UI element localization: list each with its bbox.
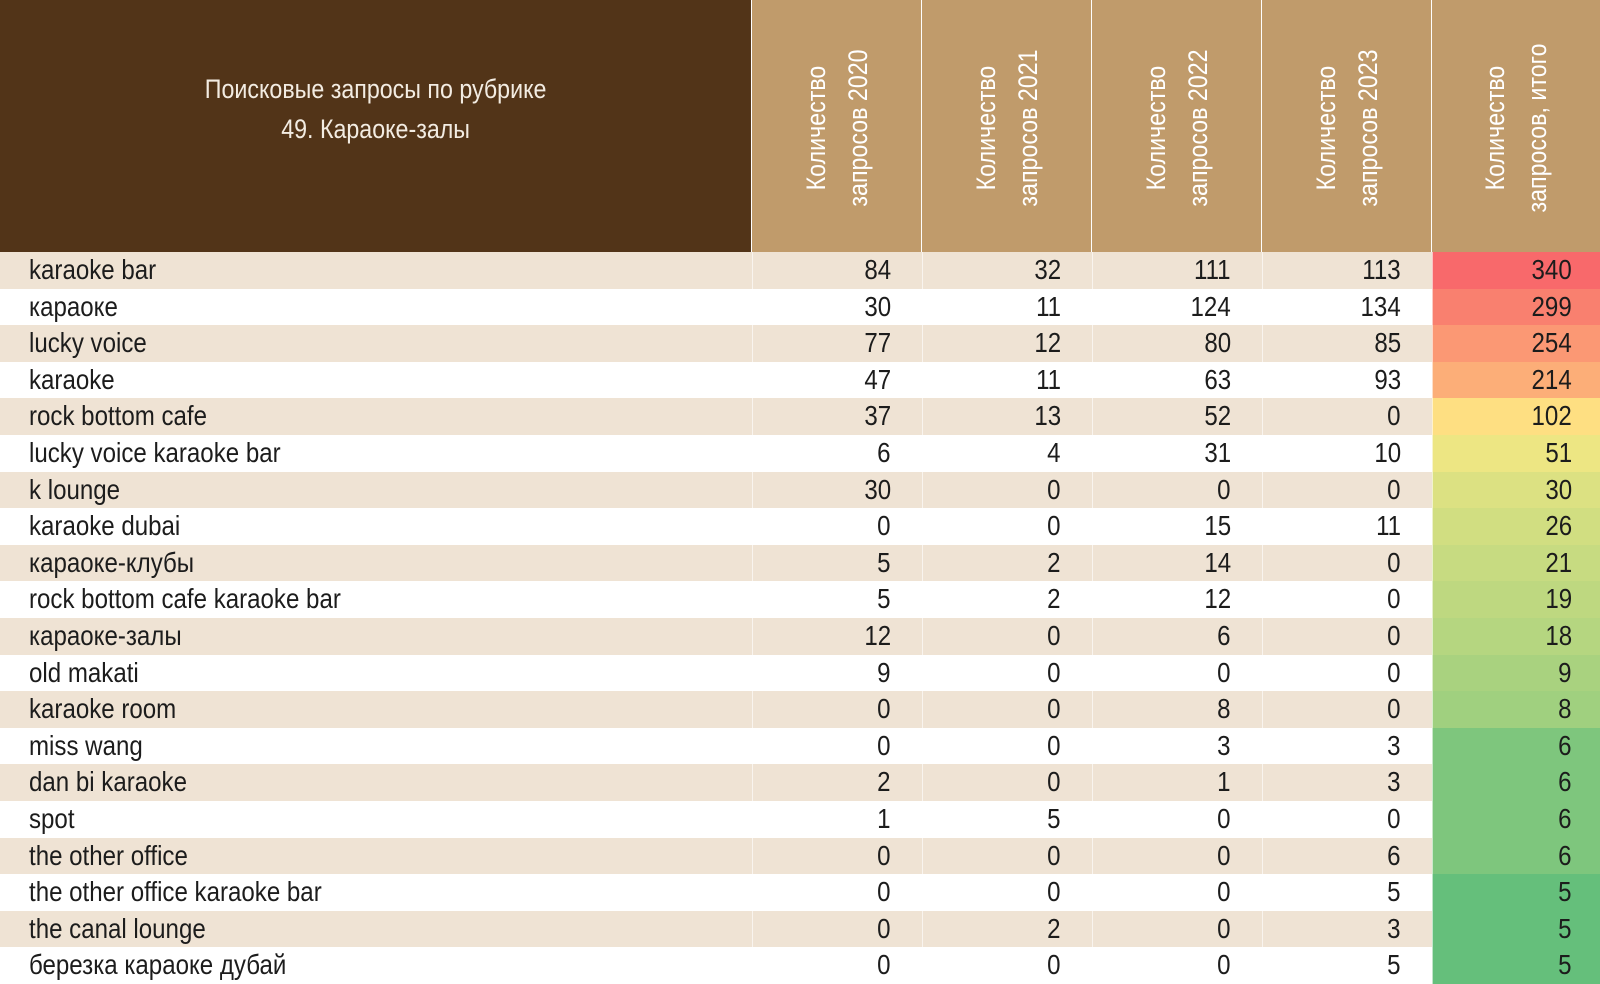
count-value: 2 xyxy=(1047,912,1061,944)
count-cell-2022 xyxy=(1092,947,1261,984)
table-row xyxy=(0,911,1600,948)
table-row xyxy=(0,764,1600,801)
count-value: 0 xyxy=(1217,656,1231,688)
count-value: 3 xyxy=(1387,912,1401,944)
count-value: 14 xyxy=(1204,546,1231,578)
query-cell xyxy=(0,947,751,984)
table-row xyxy=(0,947,1600,984)
count-cell-2020 xyxy=(752,472,921,509)
count-cell-2020 xyxy=(752,252,921,289)
column-header-2022-label: Количество запросов 2022 xyxy=(1140,49,1213,207)
count-cell-2023 xyxy=(1262,252,1431,289)
table-row xyxy=(0,472,1600,509)
count-cell-2023 xyxy=(1262,435,1431,472)
count-cell-2022 xyxy=(1092,435,1261,472)
count-cell-2021 xyxy=(922,581,1091,618)
total-value: 5 xyxy=(1558,912,1572,944)
count-value: 2 xyxy=(1047,583,1061,615)
count-cell-2021 xyxy=(922,252,1091,289)
count-cell-2020 xyxy=(752,508,921,545)
query-text: the canal lounge xyxy=(29,912,206,944)
count-value: 13 xyxy=(1034,400,1061,432)
count-cell-2022 xyxy=(1092,691,1261,728)
query-cell xyxy=(0,362,751,399)
count-cell-2023 xyxy=(1262,838,1431,875)
query-cell xyxy=(0,911,751,948)
table-row xyxy=(0,728,1600,765)
total-value: 6 xyxy=(1558,802,1572,834)
count-value: 0 xyxy=(1387,693,1401,725)
count-value: 113 xyxy=(1362,254,1401,285)
count-cell-2020 xyxy=(752,691,921,728)
count-value: 124 xyxy=(1190,290,1231,322)
count-cell-2020 xyxy=(752,545,921,582)
count-cell-2020 xyxy=(752,362,921,399)
query-text: k lounge xyxy=(29,473,121,505)
total-value: 340 xyxy=(1531,254,1572,285)
count-value: 30 xyxy=(864,473,891,505)
count-cell-2021 xyxy=(922,911,1091,948)
table-row xyxy=(0,838,1600,875)
count-value: 0 xyxy=(1387,619,1401,651)
query-cell xyxy=(0,581,751,618)
query-cell xyxy=(0,874,751,911)
query-text: old makati xyxy=(29,656,139,688)
table-body xyxy=(0,252,1600,984)
count-cell-2023 xyxy=(1262,947,1431,984)
column-header-total xyxy=(1432,0,1600,252)
query-text: караоке xyxy=(29,290,118,322)
total-cell xyxy=(1432,655,1600,692)
total-value: 299 xyxy=(1531,290,1572,322)
table-row xyxy=(0,252,1600,289)
total-value: 21 xyxy=(1545,546,1572,578)
count-value: 5 xyxy=(877,583,891,615)
count-cell-2021 xyxy=(922,947,1091,984)
total-cell xyxy=(1432,801,1600,838)
total-value: 8 xyxy=(1558,693,1572,725)
column-header-2020-label: Количество запросов 2020 xyxy=(800,49,873,207)
count-cell-2022 xyxy=(1092,764,1261,801)
total-value: 30 xyxy=(1545,473,1572,505)
count-cell-2022 xyxy=(1092,289,1261,326)
count-value: 5 xyxy=(1387,876,1401,908)
query-cell xyxy=(0,618,751,655)
total-value: 6 xyxy=(1558,729,1572,761)
total-cell xyxy=(1432,252,1600,289)
total-value: 102 xyxy=(1531,400,1572,432)
count-value: 0 xyxy=(1047,766,1061,798)
table-row xyxy=(0,289,1600,326)
count-value: 11 xyxy=(1035,290,1061,322)
count-cell-2022 xyxy=(1092,508,1261,545)
query-text: караоке-залы xyxy=(29,619,182,651)
query-cell xyxy=(0,325,751,362)
count-cell-2023 xyxy=(1262,911,1431,948)
count-value: 12 xyxy=(1204,583,1231,615)
total-cell xyxy=(1432,508,1600,545)
count-cell-2022 xyxy=(1092,398,1261,435)
count-value: 1 xyxy=(877,802,891,834)
count-cell-2021 xyxy=(922,618,1091,655)
column-header-2022 xyxy=(1092,0,1261,252)
count-cell-2021 xyxy=(922,472,1091,509)
query-cell xyxy=(0,289,751,326)
count-value: 30 xyxy=(864,290,891,322)
count-cell-2022 xyxy=(1092,911,1261,948)
column-header-2020 xyxy=(752,0,921,252)
table-row xyxy=(0,655,1600,692)
table-row xyxy=(0,618,1600,655)
count-value: 6 xyxy=(1387,839,1401,871)
count-value: 93 xyxy=(1374,363,1401,395)
count-cell-2020 xyxy=(752,764,921,801)
count-value: 2 xyxy=(1047,546,1061,578)
query-text: березка караоке дубай xyxy=(29,949,287,981)
count-cell-2023 xyxy=(1262,545,1431,582)
count-cell-2020 xyxy=(752,325,921,362)
count-cell-2021 xyxy=(922,764,1091,801)
count-value: 5 xyxy=(1047,802,1061,834)
count-cell-2020 xyxy=(752,838,921,875)
count-cell-2020 xyxy=(752,911,921,948)
count-cell-2023 xyxy=(1262,874,1431,911)
count-value: 0 xyxy=(1047,619,1061,651)
total-cell xyxy=(1432,618,1600,655)
count-value: 0 xyxy=(877,839,891,871)
count-cell-2020 xyxy=(752,655,921,692)
count-value: 0 xyxy=(1047,949,1061,981)
query-text: dan bi karaoke xyxy=(29,766,187,798)
table-title-line-2: 49. Караоке-залы xyxy=(281,114,470,144)
count-value: 0 xyxy=(1047,876,1061,908)
count-cell-2022 xyxy=(1092,874,1261,911)
total-cell xyxy=(1432,289,1600,326)
count-value: 5 xyxy=(877,546,891,578)
count-value: 0 xyxy=(1217,473,1231,505)
count-cell-2020 xyxy=(752,289,921,326)
total-cell xyxy=(1432,545,1600,582)
table-row xyxy=(0,691,1600,728)
table-row xyxy=(0,325,1600,362)
total-value: 6 xyxy=(1558,839,1572,871)
query-text: spot xyxy=(29,802,75,834)
count-value: 0 xyxy=(1047,473,1061,505)
count-cell-2021 xyxy=(922,545,1091,582)
table-row xyxy=(0,362,1600,399)
count-value: 77 xyxy=(864,327,891,359)
total-cell xyxy=(1432,691,1600,728)
query-text: karaoke xyxy=(29,363,115,395)
count-value: 12 xyxy=(1034,327,1061,359)
query-cell xyxy=(0,252,751,289)
count-value: 80 xyxy=(1204,327,1231,359)
count-cell-2022 xyxy=(1092,472,1261,509)
count-value: 0 xyxy=(877,876,891,908)
count-cell-2021 xyxy=(922,728,1091,765)
count-cell-2022 xyxy=(1092,581,1261,618)
query-cell xyxy=(0,801,751,838)
count-value: 52 xyxy=(1204,400,1231,432)
total-value: 6 xyxy=(1558,766,1572,798)
count-value: 0 xyxy=(877,693,891,725)
count-value: 0 xyxy=(877,912,891,944)
query-text: rock bottom cafe xyxy=(29,400,208,432)
table-row xyxy=(0,545,1600,582)
table-row xyxy=(0,398,1600,435)
count-cell-2020 xyxy=(752,581,921,618)
count-value: 10 xyxy=(1374,436,1401,468)
count-cell-2023 xyxy=(1262,618,1431,655)
total-cell xyxy=(1432,728,1600,765)
column-header-2021 xyxy=(922,0,1091,252)
count-value: 63 xyxy=(1204,363,1231,395)
count-value: 0 xyxy=(1047,510,1061,542)
column-header-2023 xyxy=(1262,0,1431,252)
count-cell-2020 xyxy=(752,728,921,765)
count-cell-2021 xyxy=(922,325,1091,362)
count-cell-2022 xyxy=(1092,838,1261,875)
total-value: 254 xyxy=(1531,327,1572,359)
count-cell-2023 xyxy=(1262,581,1431,618)
count-cell-2023 xyxy=(1262,691,1431,728)
count-cell-2023 xyxy=(1262,472,1431,509)
count-value: 4 xyxy=(1047,436,1061,468)
total-value: 5 xyxy=(1558,876,1572,908)
count-cell-2021 xyxy=(922,362,1091,399)
total-value: 26 xyxy=(1545,510,1572,542)
table-row xyxy=(0,508,1600,545)
count-cell-2022 xyxy=(1092,728,1261,765)
query-cell xyxy=(0,838,751,875)
count-cell-2020 xyxy=(752,874,921,911)
query-text: lucky voice xyxy=(29,327,147,359)
count-value: 47 xyxy=(864,363,891,395)
total-value: 5 xyxy=(1558,949,1572,981)
total-value: 18 xyxy=(1545,619,1572,651)
count-value: 0 xyxy=(1047,839,1061,871)
count-cell-2021 xyxy=(922,435,1091,472)
query-cell xyxy=(0,472,751,509)
query-cell xyxy=(0,764,751,801)
count-value: 111 xyxy=(1194,254,1231,285)
query-text: karaoke bar xyxy=(29,254,157,285)
count-cell-2021 xyxy=(922,801,1091,838)
count-value: 2 xyxy=(877,766,891,798)
count-cell-2021 xyxy=(922,838,1091,875)
table-header xyxy=(0,0,1600,252)
count-value: 0 xyxy=(1387,656,1401,688)
count-value: 6 xyxy=(1217,619,1231,651)
total-cell xyxy=(1432,874,1600,911)
query-cell xyxy=(0,435,751,472)
table-row xyxy=(0,874,1600,911)
count-cell-2022 xyxy=(1092,801,1261,838)
count-cell-2021 xyxy=(922,508,1091,545)
count-cell-2022 xyxy=(1092,618,1261,655)
count-value: 6 xyxy=(877,436,891,468)
total-cell xyxy=(1432,472,1600,509)
count-value: 1 xyxy=(1217,766,1231,798)
count-value: 0 xyxy=(1217,802,1231,834)
query-cell xyxy=(0,691,751,728)
count-cell-2023 xyxy=(1262,508,1431,545)
total-value: 214 xyxy=(1531,363,1572,395)
count-cell-2022 xyxy=(1092,545,1261,582)
total-value: 9 xyxy=(1558,656,1572,688)
count-cell-2022 xyxy=(1092,325,1261,362)
count-value: 32 xyxy=(1034,254,1061,285)
table-title-line-1: Поисковые запросы по рубрике xyxy=(204,74,547,104)
count-value: 0 xyxy=(877,949,891,981)
total-cell xyxy=(1432,838,1600,875)
query-cell xyxy=(0,655,751,692)
count-cell-2023 xyxy=(1262,289,1431,326)
total-cell xyxy=(1432,435,1600,472)
total-cell xyxy=(1432,764,1600,801)
table-row xyxy=(0,435,1600,472)
query-text: the other office karaoke bar xyxy=(29,876,322,908)
count-cell-2023 xyxy=(1262,325,1431,362)
count-value: 0 xyxy=(1217,949,1231,981)
table-title xyxy=(0,0,751,252)
count-value: 15 xyxy=(1204,510,1231,542)
count-value: 0 xyxy=(1047,656,1061,688)
count-value: 31 xyxy=(1204,436,1231,468)
total-cell xyxy=(1432,398,1600,435)
count-value: 3 xyxy=(1387,729,1401,761)
count-value: 5 xyxy=(1387,949,1401,981)
count-cell-2023 xyxy=(1262,362,1431,399)
count-value: 11 xyxy=(1035,363,1061,395)
count-value: 84 xyxy=(864,254,891,285)
count-cell-2021 xyxy=(922,874,1091,911)
count-cell-2020 xyxy=(752,801,921,838)
count-value: 8 xyxy=(1217,693,1231,725)
count-value: 11 xyxy=(1375,510,1401,542)
query-text: караоке-клубы xyxy=(29,546,195,578)
count-cell-2020 xyxy=(752,398,921,435)
count-cell-2023 xyxy=(1262,398,1431,435)
total-cell xyxy=(1432,362,1600,399)
count-cell-2021 xyxy=(922,289,1091,326)
count-cell-2023 xyxy=(1262,764,1431,801)
table-row xyxy=(0,801,1600,838)
count-value: 85 xyxy=(1374,327,1401,359)
count-value: 0 xyxy=(1387,802,1401,834)
total-value: 19 xyxy=(1545,583,1572,615)
query-text: the other office xyxy=(29,839,188,871)
count-value: 0 xyxy=(1217,876,1231,908)
count-cell-2023 xyxy=(1262,655,1431,692)
column-header-total-label: Количество запросов, итого xyxy=(1480,43,1552,213)
count-value: 0 xyxy=(877,729,891,761)
count-value: 12 xyxy=(864,619,891,651)
count-value: 0 xyxy=(1217,912,1231,944)
total-cell xyxy=(1432,947,1600,984)
count-value: 3 xyxy=(1217,729,1231,761)
count-value: 37 xyxy=(864,400,891,432)
query-text: miss wang xyxy=(29,729,143,761)
total-cell xyxy=(1432,911,1600,948)
count-cell-2021 xyxy=(922,691,1091,728)
count-value: 134 xyxy=(1360,290,1401,322)
count-cell-2020 xyxy=(752,947,921,984)
count-value: 0 xyxy=(1387,473,1401,505)
query-text: karaoke dubai xyxy=(29,510,181,542)
query-cell xyxy=(0,728,751,765)
count-value: 0 xyxy=(877,510,891,542)
count-value: 0 xyxy=(1217,839,1231,871)
query-cell xyxy=(0,545,751,582)
query-cell xyxy=(0,508,751,545)
total-value: 51 xyxy=(1545,436,1572,468)
count-value: 0 xyxy=(1387,583,1401,615)
query-cell xyxy=(0,398,751,435)
count-cell-2020 xyxy=(752,618,921,655)
count-cell-2020 xyxy=(752,435,921,472)
column-header-2021-label: Количество запросов 2021 xyxy=(970,49,1043,207)
table-row xyxy=(0,581,1600,618)
count-cell-2023 xyxy=(1262,801,1431,838)
count-value: 0 xyxy=(1047,729,1061,761)
query-text: karaoke room xyxy=(29,693,177,725)
count-cell-2021 xyxy=(922,398,1091,435)
count-cell-2022 xyxy=(1092,362,1261,399)
count-cell-2022 xyxy=(1092,252,1261,289)
count-value: 0 xyxy=(1047,693,1061,725)
count-cell-2022 xyxy=(1092,655,1261,692)
count-value: 9 xyxy=(877,656,891,688)
count-value: 0 xyxy=(1387,546,1401,578)
total-cell xyxy=(1432,325,1600,362)
total-cell xyxy=(1432,581,1600,618)
column-header-2023-label: Количество запросов 2023 xyxy=(1310,49,1383,207)
count-value: 3 xyxy=(1387,766,1401,798)
count-cell-2023 xyxy=(1262,728,1431,765)
query-text: lucky voice karaoke bar xyxy=(29,436,281,468)
query-text: rock bottom cafe karaoke bar xyxy=(29,583,341,615)
count-value: 0 xyxy=(1387,400,1401,432)
count-cell-2021 xyxy=(922,655,1091,692)
